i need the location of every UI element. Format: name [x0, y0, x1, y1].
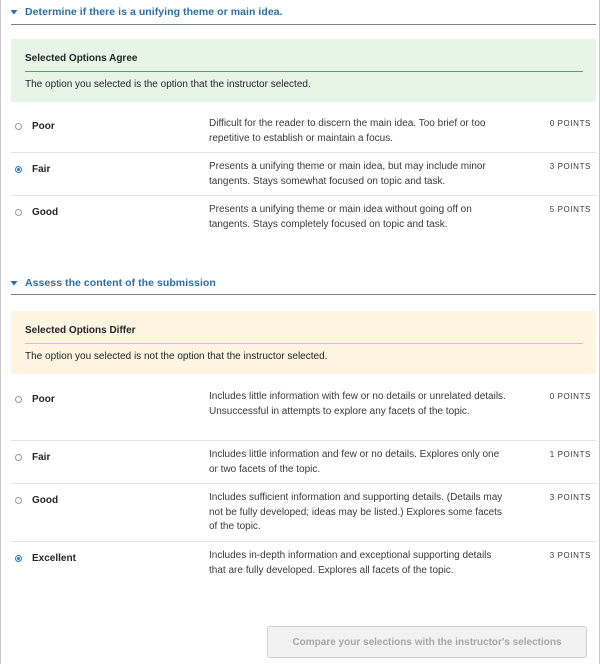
- level-points: 3 POINTS: [549, 162, 591, 171]
- criterion-content-header[interactable]: [10, 271, 596, 295]
- level-points: 0 POINTS: [549, 119, 591, 128]
- compare-selections-button[interactable]: Compare your selections with the instructor's selections: [267, 626, 587, 658]
- level-points: 5 POINTS: [549, 205, 591, 214]
- level-description: Difficult for the reader to discern the main idea. Too brief or too repetitive to establish or maintain a focus.: [209, 118, 486, 144]
- level-name: Excellent: [32, 553, 76, 564]
- feedback-banner-agree: [11, 39, 596, 102]
- level-name: Good: [32, 495, 59, 506]
- criterion-divider: [11, 294, 596, 295]
- level-radio-good[interactable]: [15, 209, 22, 216]
- level-description: Includes in-depth information and exceptional supporting details that are fully developed. Explores all facets of the topic.: [209, 550, 492, 576]
- level-radio-fair[interactable]: [15, 454, 22, 461]
- level-name: Poor: [32, 121, 55, 132]
- level-description: Includes little information with few or no details or unrelated details. Unsuccessful in attempts to explore any facets of the topic.: [209, 391, 506, 417]
- level-divider: [11, 152, 596, 153]
- level-description: Includes little information and few or no details. Explores only one or two facets of the topic.: [209, 449, 500, 475]
- level-divider: [11, 195, 596, 196]
- criterion-divider: [11, 24, 596, 25]
- banner-message: The option you selected is the option that the instructor selected.: [25, 79, 311, 90]
- level-name: Fair: [32, 164, 51, 175]
- level-points: 3 POINTS: [549, 493, 591, 502]
- caret-down-icon: [10, 279, 18, 287]
- level-description: Presents a unifying theme or main idea, but may include minor tangents. Stays somewhat focused on topic and task.: [209, 161, 486, 187]
- level-points: 0 POINTS: [549, 392, 591, 401]
- level-points: 1 POINTS: [549, 450, 591, 459]
- feedback-banner-differ: [11, 311, 596, 374]
- level-name: Good: [32, 207, 59, 218]
- level-name: Fair: [32, 452, 51, 463]
- level-radio-excellent[interactable]: [15, 555, 22, 562]
- level-divider: [11, 483, 596, 484]
- level-description: Includes sufficient information and supporting details. (Details may not be fully developed; ideas may be listed.) Explores some facets of the topic.: [209, 492, 503, 532]
- banner-title: Selected Options Agree: [25, 53, 138, 64]
- criterion-title: Assess the content of the submission: [25, 277, 216, 289]
- level-points: 3 POINTS: [549, 551, 591, 560]
- level-radio-good[interactable]: [15, 497, 22, 504]
- level-name: Poor: [32, 394, 55, 405]
- level-radio-fair[interactable]: [15, 166, 22, 173]
- level-radio-poor[interactable]: [15, 396, 22, 403]
- criterion-title: Determine if there is a unifying theme or main idea.: [25, 6, 283, 18]
- level-radio-poor[interactable]: [15, 123, 22, 130]
- caret-down-icon: [10, 8, 18, 16]
- level-divider: [11, 541, 596, 542]
- level-divider: [11, 440, 596, 441]
- level-description: Presents a unifying theme or main idea without going off on tangents. Stays completely focused on topic and task.: [209, 204, 472, 230]
- banner-title: Selected Options Differ: [25, 325, 136, 336]
- banner-message: The option you selected is not the option that the instructor selected.: [25, 351, 328, 362]
- criterion-theme-header[interactable]: [10, 0, 596, 24]
